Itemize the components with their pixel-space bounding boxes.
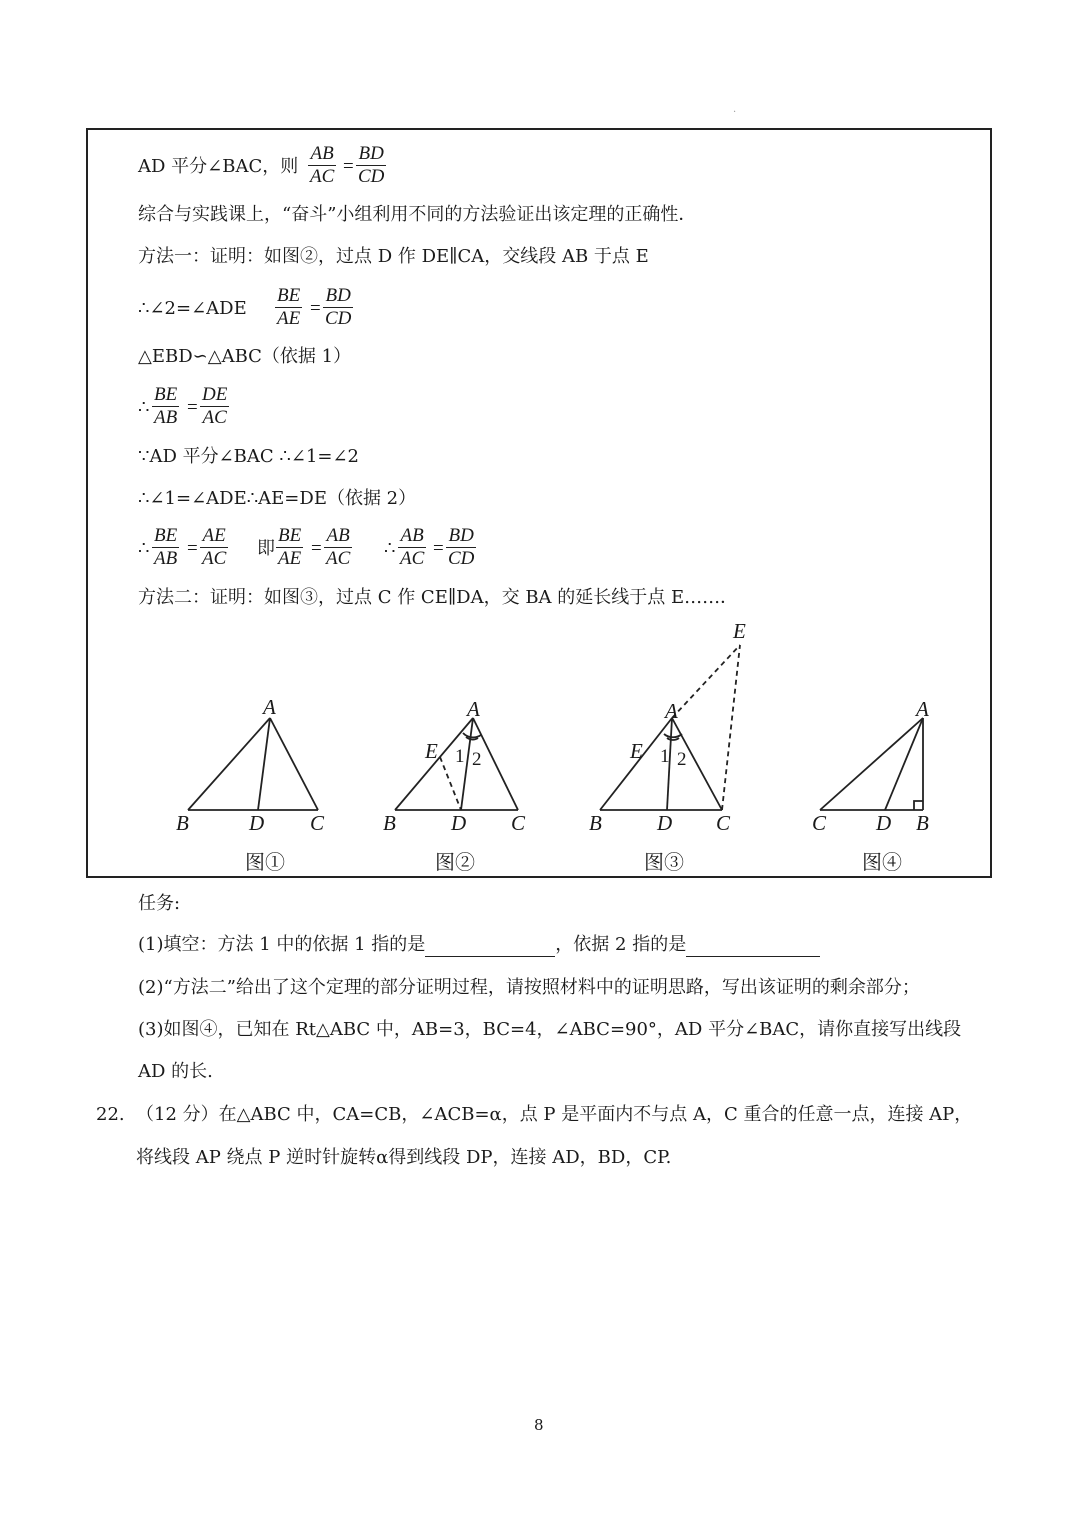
answer-blank-1[interactable]: [425, 934, 555, 957]
angle-2: 2: [677, 749, 687, 770]
task-q2: (2)“方法二”给出了这个定理的部分证明过程，请按照材料中的证明思路，写出该证明的剩余部分；: [138, 977, 920, 998]
q1-text-a: (1)填空：方法 1 中的依据 1 指的是: [138, 934, 426, 955]
frac-num: AB: [326, 525, 350, 546]
label-b: B: [916, 811, 929, 835]
task-q1: [138, 934, 820, 957]
frac-num: BE: [277, 285, 301, 306]
line3-method1: 方法一：证明：如图②，过点 D 作 DE∥CA，交线段 AB 于点 E: [138, 246, 649, 267]
line6-prefix: ∴: [138, 397, 150, 418]
task-heading: 任务:: [138, 893, 181, 914]
label-e: E: [425, 739, 438, 763]
caption-fig1: 图①: [245, 850, 285, 874]
frac-den: AC: [310, 166, 335, 187]
label-b: B: [589, 811, 602, 835]
frac-den: AC: [326, 548, 351, 569]
label-d: D: [451, 811, 467, 835]
line9-therefore: ∴: [138, 538, 150, 559]
q22-line1: （12 分）在△ABC 中，CA=CB，∠ACB=α，点 P 是平面内不与点 A，C 重合的任意一点，连接 AP，: [136, 1104, 973, 1125]
q1-text-b: ，依据 2 指的是: [555, 934, 687, 955]
caption-fig3: 图③: [644, 850, 684, 874]
label-c: C: [310, 811, 325, 835]
label-b: B: [383, 811, 396, 835]
line10-method2: 方法二：证明：如图③，过点 C 作 CE∥DA，交 BA 的延长线于点 E……．: [138, 587, 739, 608]
angle-1: 1: [660, 746, 670, 767]
label-d: D: [876, 811, 892, 835]
frac-num: AE: [202, 525, 226, 546]
frac-den: CD: [358, 166, 385, 187]
equals-sign: =: [310, 298, 321, 319]
equals-sign: =: [311, 538, 322, 559]
line4-prefix: ∴∠2=∠ADE: [138, 298, 247, 319]
label-b: B: [176, 811, 189, 835]
label-d: D: [249, 811, 265, 835]
frac-num: BD: [358, 143, 384, 164]
page-number: 8: [534, 1416, 544, 1434]
frac-den: AC: [400, 548, 425, 569]
frac-den: AC: [202, 548, 227, 569]
q22-number: 22.: [96, 1104, 125, 1125]
equals-sign: =: [343, 156, 354, 177]
frac-den: AE: [278, 548, 302, 569]
line9-therefore-2: ∴: [384, 538, 396, 559]
task-q3-line1: (3)如图④，已知在 Rt△ABC 中，AB=3，BC=4，∠ABC=90°，AD 平分∠BAC，请你直接写出线段: [138, 1019, 962, 1040]
frac-num: BE: [154, 525, 178, 546]
frac-num: DE: [202, 384, 228, 405]
frac-den: AE: [277, 308, 301, 329]
label-c: C: [812, 811, 827, 835]
frac-num: BE: [278, 525, 302, 546]
caption-fig2: 图②: [435, 850, 475, 874]
angle-2: 2: [472, 749, 482, 770]
label-a: A: [665, 699, 678, 723]
frac-den: AC: [200, 406, 229, 429]
q22-line2: 将线段 AP 绕点 P 逆时针旋转α得到线段 DP，连接 AD，BD，CP.: [136, 1147, 672, 1168]
equals-sign: =: [433, 538, 444, 559]
frac-den: CD: [325, 308, 352, 329]
line9-namely: 即: [257, 538, 275, 559]
frac-num: AB: [400, 525, 424, 546]
line7-bisector: ∵AD 平分∠BAC ∴∠1=∠2: [138, 446, 360, 467]
frac-num: BE: [154, 384, 178, 405]
answer-blank-2[interactable]: [686, 934, 820, 957]
frac-num: AB: [310, 143, 334, 164]
label-e: E: [630, 739, 643, 763]
label-d: D: [657, 811, 673, 835]
task-q3-line2: AD 的长.: [138, 1061, 213, 1082]
line8-isosceles: ∴∠1=∠ADE∴AE=DE（依据 2）: [138, 488, 417, 509]
frac-den: AB: [154, 548, 178, 569]
label-a: A: [263, 695, 276, 719]
frac-num: BD: [448, 525, 474, 546]
label-e-top: E: [733, 619, 746, 643]
frac-den: CD: [448, 548, 475, 569]
caption-fig4: 图④: [862, 850, 902, 874]
line5-similar: △EBD∽△ABC（依据 1）: [138, 346, 352, 367]
header-dot: .: [733, 104, 737, 115]
label-a: A: [916, 697, 929, 721]
label-c: C: [511, 811, 526, 835]
line1-prefix: AD 平分∠BAC，则: [138, 156, 299, 177]
equals-sign: =: [187, 538, 198, 559]
angle-1: 1: [455, 746, 465, 767]
equals-sign: =: [187, 397, 198, 418]
label-c: C: [716, 811, 731, 835]
line2-intro: 综合与实践课上，“奋斗”小组利用不同的方法验证出该定理的正确性．: [138, 204, 697, 225]
frac-den: AB: [154, 407, 178, 428]
frac-num: BD: [325, 285, 351, 306]
label-a: A: [467, 697, 480, 721]
